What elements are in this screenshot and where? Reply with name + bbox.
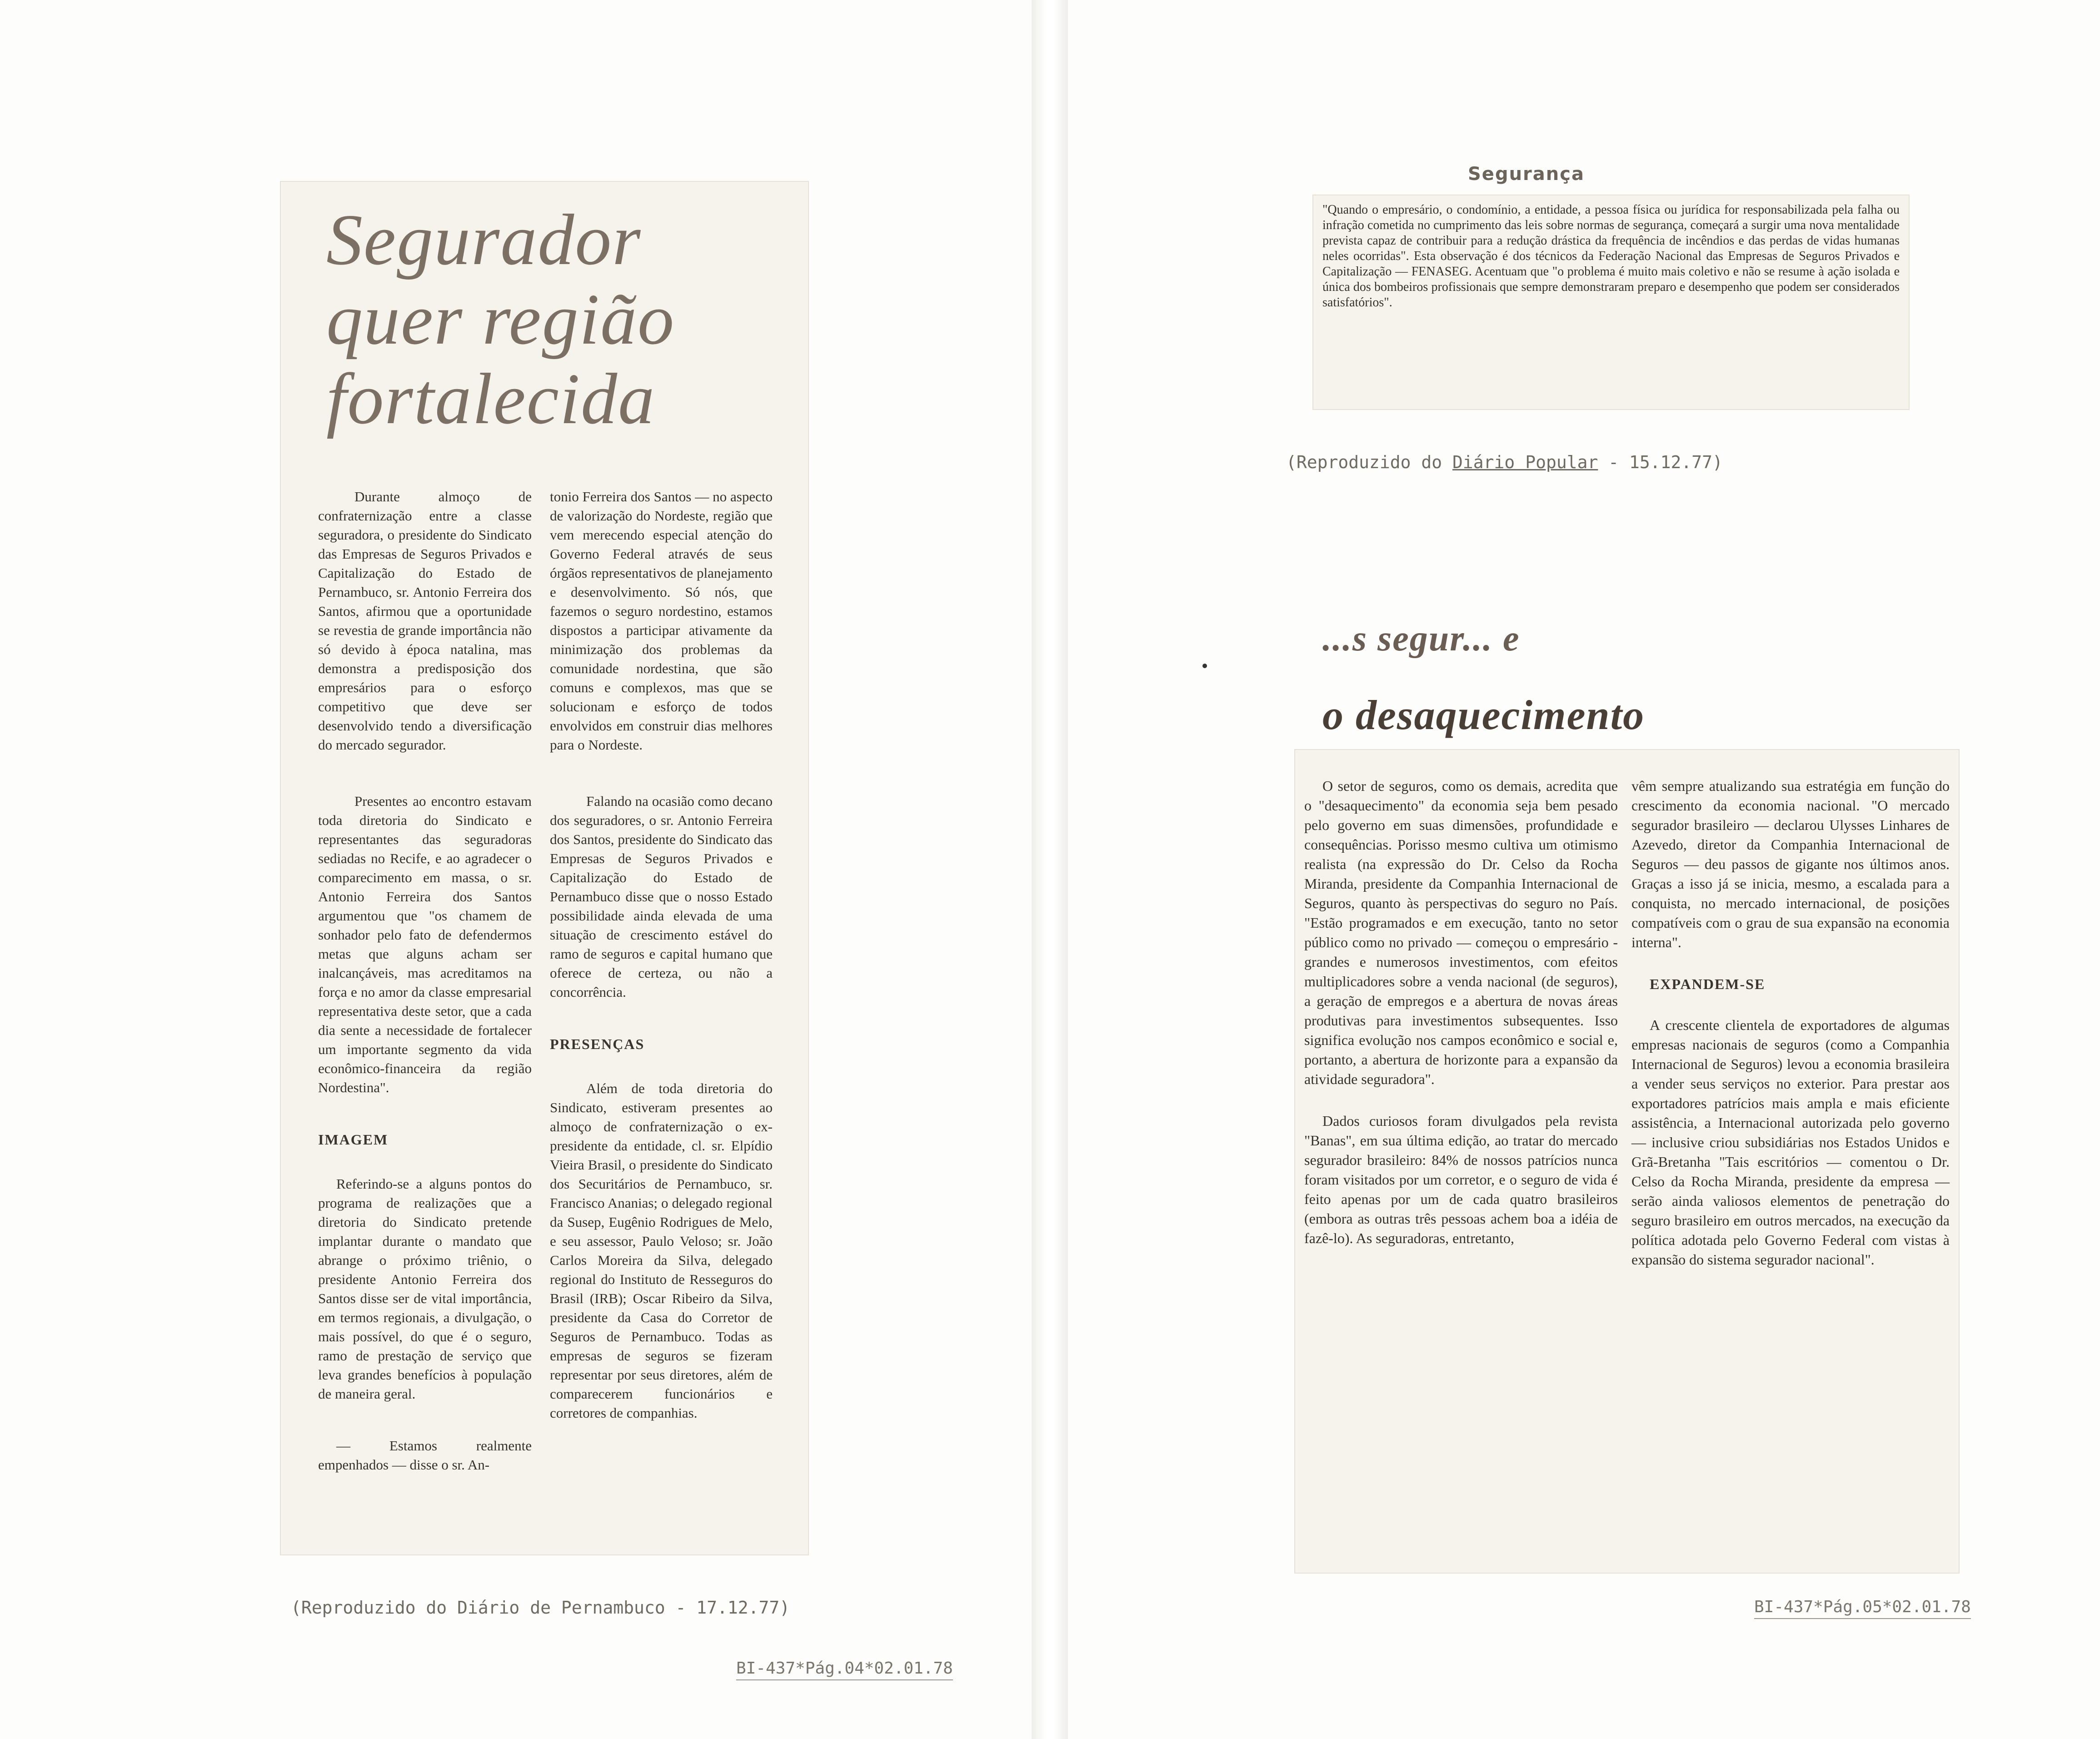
security-box-text: "Quando o empresário, o condomínio, a entidade, a pessoa física ou jurídica for responsabilizada pela falha ou infração cometida no cumprimento das leis sobre normas de segurança, começará a surgir uma nova mentalidade prevista capaz de contribuir para a redução drástica da frequência de incêndios e das perdas de vidas humanas neles ocorridas". Esta observação é dos técnicos da Federação Nacional das Empresas de Seguros Privados e Capitalização — FENASEG. Acentuam que "o problema é muito mais coletivo e não se resume à ação isolada e única dos bombeiros profissionais que sempre demonstraram preparo e desempenho que podem ser considerados satisfatórios". <box>1322 203 1900 310</box>
left-subhead-presencas: PRESENÇAS <box>550 1036 645 1052</box>
left-col1-paragraph-3: Referindo-se a alguns pontos do programa de realizações que a diretoria do Sindicato pretende implantar durante o mandato que abrange o próximo triênio, o presidente Antonio Ferreira dos Santos disse ser de vital importância, em termos regionais, a divulgação, o mais possível, do que é o seguro, ramo de prestação de serviço que leva grandes benefícios à população de maneira geral. <box>318 1176 532 1402</box>
security-section-label: Segurança <box>1468 164 1585 185</box>
right-col1-paragraph-1: O setor de seguros, como os demais, acredita que o "desaquecimento" da economia seja bem pesado pelo governo em suas dimensões, profundidade e consequências. Porisso mesmo cultiva um otimismo realista (na expressão do Dr. Celso da Rocha Miranda, presidente da Companhia Internacional de Seguros, quanto às perspectivas do seguro no País. "Estão programados e em execução, tanto no setor público como no privado — começou o empresário - grandes e numerosos investimentos, com efeitos multiplicadores sobre a venda nacional (de seguros), a geração de empregos e a abertura de novas áreas produtivas para investimentos subsequentes. Isso significa evolução nos campos econômico e social e, portanto, a abertura de horizonte para a expansão da atividade seguradora". <box>1304 778 1618 1087</box>
headline-line-3: fortalecida <box>326 358 656 439</box>
right-source-suffix: - 15.12.77) <box>1598 452 1723 472</box>
right-subhead-expandem: EXPANDEM-SE <box>1650 976 1766 992</box>
page-gutter <box>1032 0 1068 1739</box>
left-source-credit: (Reproduzido do Diário de Pernambuco - 17.12.77) <box>291 1598 790 1618</box>
left-page <box>0 0 1032 1739</box>
left-col1-paragraph-1: Durante almoço de confraternização entre a classe seguradora, o presidente do Sindicato das Empresas de Seguros Privados e Capitalização do Estado de Pernambuco, sr. Antonio Ferreira dos Santos, afirmou que a oportunidade se revestia de grande importância não só devido à época natalina, mas demonstra a predisposição dos empresários para o esforço competitivo que deve ser desenvolvido tendo a diversificação do mercado segurador. <box>318 489 532 753</box>
right-column-1 <box>1304 757 1618 1268</box>
right-col1-paragraph-2: Dados curiosos foram divulgados pela revista "Banas", em sua última edição, ao tratar do mercado segurador brasileiro: 84% de nossos patrícios nunca foram visitados por um corretor, e o seguro de vida é feito apenas por um de cada quatro brasileiros (embora as outras três pessoas achem boa a idéia de fazê-lo). As seguradoras, entretanto, <box>1304 1113 1618 1246</box>
right-page-reference: BI-437*Pág.05*02.01.78 <box>1754 1598 1971 1619</box>
headline-line-1: Segurador <box>326 199 642 280</box>
left-col2-paragraph-1: tonio Ferreira dos Santos — no aspecto de valorização do Nordeste, região que vem merecendo especial atenção do Governo Federal através de seus órgãos representativos de planejamento e desenvolvimento. Só nós, que fazemos o seguro nordestino, estamos dispostos a participar ativamente da minimização dos problemas da comunidade nordestina, que são comuns e complexos, mas que se solucionam e esforço de todos envolvidos em construir dias melhores para o Nordeste. <box>550 489 773 753</box>
left-column-2 <box>550 468 773 1442</box>
left-col1-paragraph-2: Presentes ao encontro estavam toda diretoria do Sindicato e representantes das seguradoras sediadas no Recife, e ao agradecer o comparecimento em massa, o sr. Antonio Ferreira dos Santos argumentou que "os chamem de sonhador pelo fato de defendermos metas que alguns acham ser inalcançáveis, mas acreditamos na força e no amor da classe empresarial representativa deste setor, que a cada dia sente a necessidade de fortalecer um importante segmento da vida econômico-financeira da região Nordestina". <box>318 793 532 1095</box>
right-column-2 <box>1631 757 1950 1289</box>
right-headline-line-2: o desaquecimento <box>1322 692 1645 738</box>
right-page <box>1068 0 2100 1739</box>
right-source-newspaper: Diário Popular <box>1452 452 1598 472</box>
left-column-1 <box>318 468 532 1494</box>
left-headline <box>326 200 781 439</box>
left-page-reference: BI-437*Pág.04*02.01.78 <box>736 1659 953 1680</box>
left-col2-paragraph-2: Falando na ocasião como decano dos seguradores, o sr. Antonio Ferreira dos Santos, presidente do Sindicato das Empresas de Seguros Privados e Capitalização do Estado de Pernambuco disse que o nosso Estado possibilidade ainda elevada de uma situação de crescimento estável do ramo de seguros e capital humano que oferece de certeza, ou não a concorrência. <box>550 793 773 1000</box>
left-subhead-imagem: IMAGEM <box>318 1131 389 1148</box>
right-col2-paragraph-1: vêm sempre atualizando sua estratégia em função do crescimento da economia nacional. "O mercado segurador brasileiro — declarou Ulysses Linhares de Azevedo, diretor da Companhia Internacional de Seguros — deu passos de gigante nos últimos anos. Graças a isso já se inicia, mesmo, a escalada para a conquista, no mercado internacional, de posições compatíveis com o grau de sua expansão na economia interna". <box>1631 778 1950 950</box>
left-col2-paragraph-3: Além de toda diretoria do Sindicato, estiveram presentes ao almoço de confraternização o ex-presidente da entidade, cl. sr. Elpídio Vieira Brasil, o presidente do Sindicato dos Securitários de Pernambuco, sr. Francisco Ananias; o delegado regional da Susep, Eugênio Rodrigues de Melo, e seu assessor, Paulo Veloso; sr. João Carlos Moreira da Silva, delegado regional do Instituto de Resseguros do Brasil (IRB); Oscar Ribeiro da Silva, presidente da Casa do Corretor de Seguros de Pernambuco. Todas as empresas de seguros se fizeram representar por seus diretores, além de comparecerem funcionários e corretores de companhias. <box>550 1080 773 1421</box>
right-source-credit <box>1286 452 1723 472</box>
right-col2-paragraph-2: A crescente clientela de exportadores de algumas empresas nacionais de seguros (como a Companhia Internacional de Seguros) levou a economia brasileira a vender seus serviços no exterior. Para prestar aos exportadores patrícios mais ampla e mais eficiente assistência, a Internacional autorizada pelo governo — inclusive criou subsidiárias nos Estados Unidos e Grã-Bretanha "Tais escritórios — comentou o Dr. Celso da Rocha Miranda, presidente da empresa — serão ainda valiosos elementos de penetração do seguro brasileiro em outros mercados, na execução da política adotada pelo Governo Federal com vistas à expansão do sistema segurador nacional". <box>1631 1017 1950 1268</box>
headline-line-2: quer região <box>326 279 675 360</box>
right-source-prefix: (Reproduzido do <box>1286 452 1453 472</box>
scan-speck <box>1202 664 1207 668</box>
left-col1-paragraph-4: — Estamos realmente empenhados — disse o sr. An- <box>318 1438 532 1473</box>
right-headline-line-1: ...s segur... e <box>1322 619 1520 659</box>
